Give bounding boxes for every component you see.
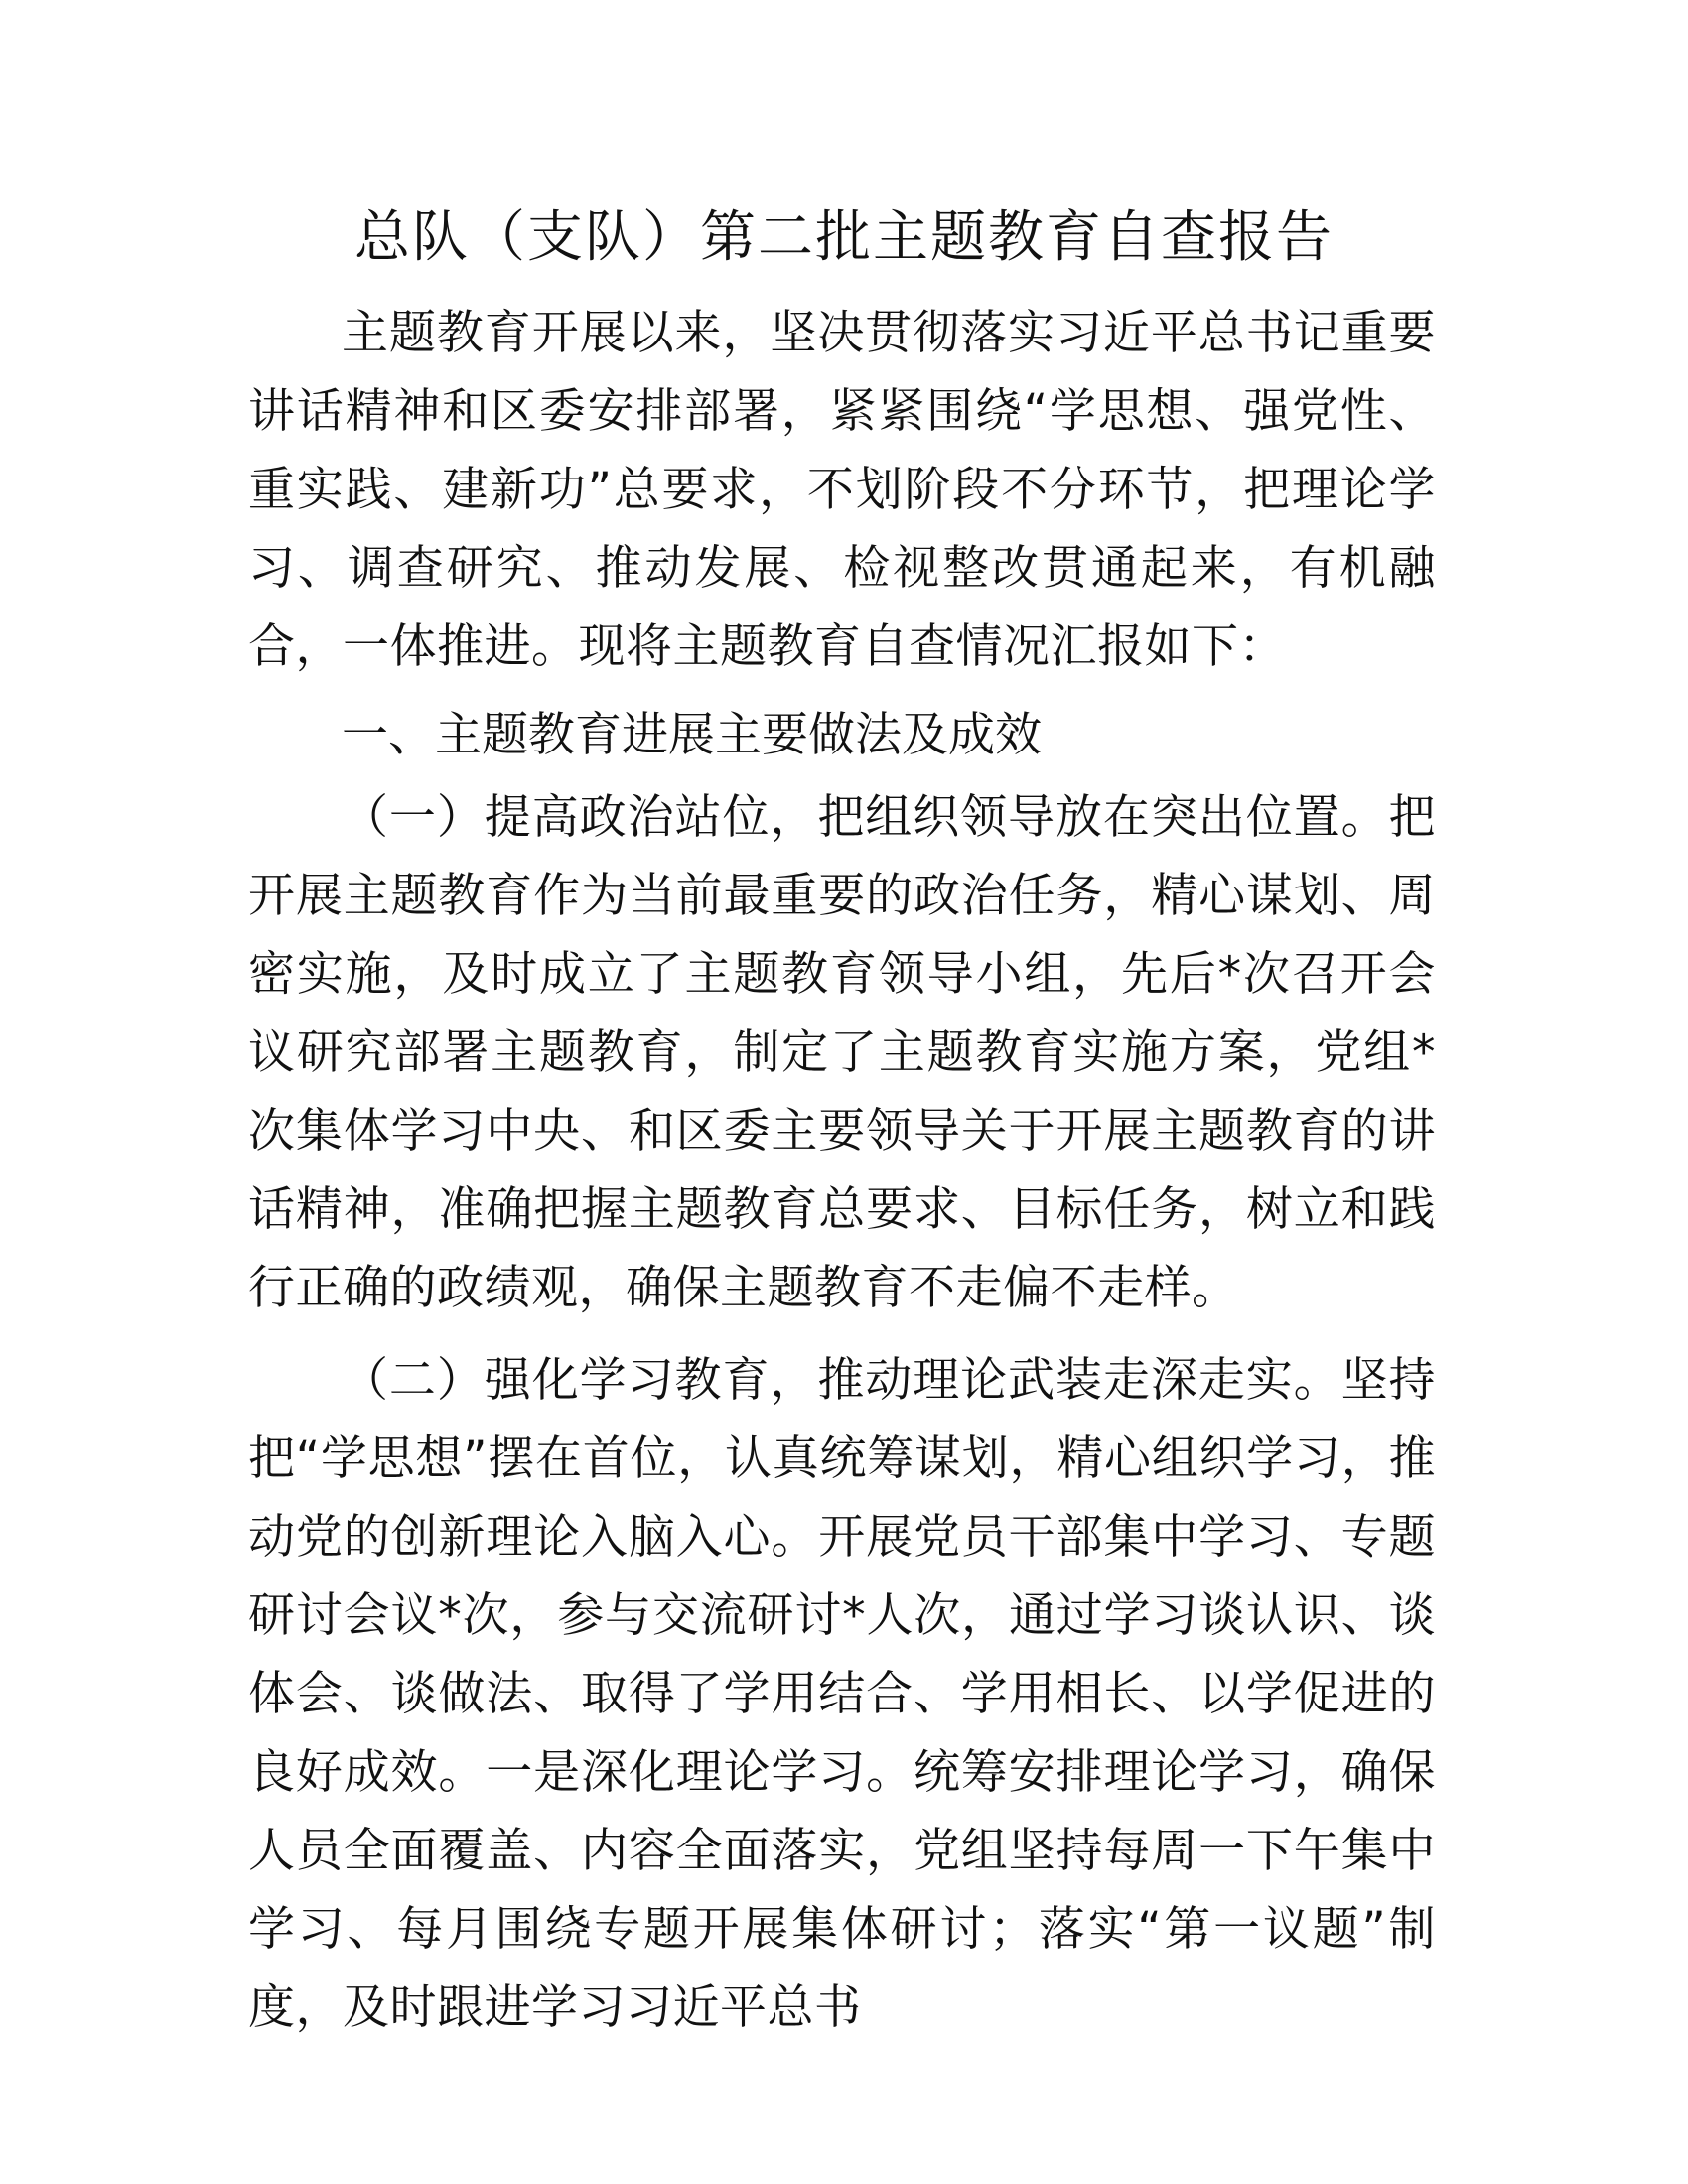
- section-heading: 一、主题教育进展主要做法及成效: [342, 708, 1042, 762]
- paragraph-1: （一）提高政治站位，把组织领导放在突出位置。把开展主题教育作为当前最重要的政治任务，精心谋划、周密实施，及时成立了主题教育领导小组，先后*次召开会议研究部署主题教育，制定了主题教育实施方案，党组*次集体学习中央、和区委主要领导关于开展主题教育的讲话精神，准确把握主题教育总要求、目标任务，树立和践行正确的政绩观，确保主题教育不走偏不走样。: [248, 790, 1436, 1315]
- intro-paragraph: 主题教育开展以来，坚决贯彻落实习近平总书记重要讲话精神和区委安排部署，紧紧围绕“学思想、强党性、重实践、建新功”总要求，不划阶段不分环节，把理论学习、调查研究、推动发展、检视整改贯通起来，有机融合，一体推进。现将主题教育自查情况汇报如下：: [248, 306, 1436, 674]
- document-title: 总队（支队）第二批主题教育自查报告: [354, 205, 1334, 270]
- paragraph-2: （二）强化学习教育，推动理论武装走深走实。坚持把“学思想”摆在首位，认真统筹谋划，精心组织学习，推动党的创新理论入脑入心。开展党员干部集中学习、专题研讨会议*次，参与交流研讨*人次，通过学习谈认识、谈体会、谈做法、取得了学用结合、学用相长、以学促进的良好成效。一是深化理论学习。统筹安排理论学习，确保人员全面覆盖、内容全面落实，党组坚持每周一下午集中学习、每月围绕专题开展集体研讨；落实“第一议题”制度，及时跟进学习习近平总书: [248, 1353, 1436, 2035]
- document-body: [248, 294, 1436, 2035]
